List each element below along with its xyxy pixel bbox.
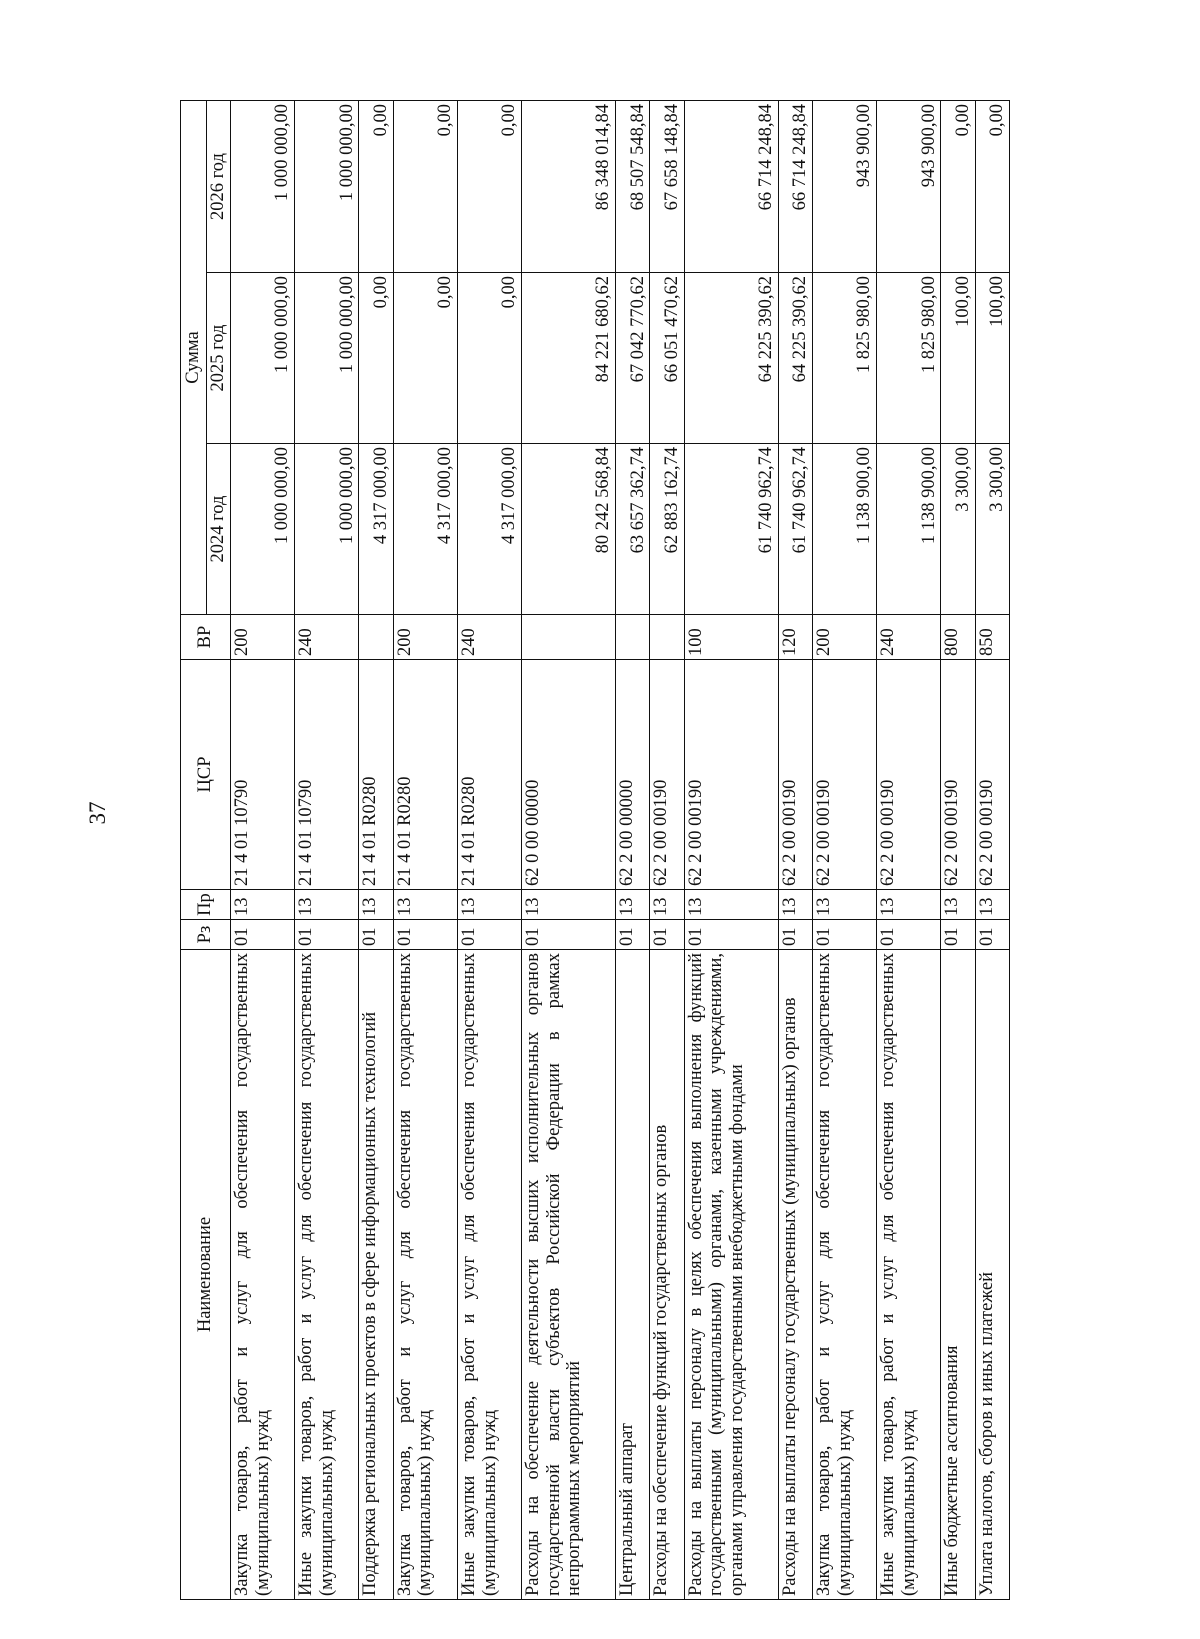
row-vr: 100 <box>684 615 778 660</box>
row-sum-2026: 66 714 248,84 <box>778 101 812 273</box>
row-rz: 01 <box>941 920 975 950</box>
row-sum-2024: 4 317 000,00 <box>359 444 393 615</box>
row-name: Закупка товаров, работ и услуг для обеспечения государственных (муниципальных) нужд <box>231 950 295 1600</box>
table-row <box>295 101 359 1600</box>
table-row <box>616 101 650 1600</box>
row-pr: 13 <box>231 890 295 920</box>
row-sum-2025: 84 221 680,62 <box>522 273 616 444</box>
header-pr: Пр <box>181 890 231 920</box>
row-vr: 240 <box>877 615 941 660</box>
header-year-2024: 2024 год <box>207 444 231 615</box>
row-rz: 01 <box>616 920 650 950</box>
table-row <box>941 101 975 1600</box>
table-row <box>359 101 393 1600</box>
row-vr: 200 <box>393 615 457 660</box>
row-sum-2026: 86 348 014,84 <box>522 101 616 273</box>
row-name: Поддержка региональных проектов в сфере информационных технологий <box>359 950 393 1600</box>
row-sum-2026: 67 658 148,84 <box>650 101 684 273</box>
row-pr: 13 <box>457 890 521 920</box>
row-name: Закупка товаров, работ и услуг для обеспечения государственных (муниципальных) нужд <box>812 950 876 1600</box>
row-rz: 01 <box>975 920 1009 950</box>
row-vr <box>522 615 616 660</box>
row-sum-2026: 66 714 248,84 <box>684 101 778 273</box>
row-pr: 13 <box>359 890 393 920</box>
row-sum-2024: 80 242 568,84 <box>522 444 616 615</box>
row-rz: 01 <box>522 920 616 950</box>
row-name: Закупка товаров, работ и услуг для обеспечения государственных (муниципальных) нужд <box>393 950 457 1600</box>
row-csr: 21 4 01 R0280 <box>457 660 521 890</box>
row-name: Иные закупки товаров, работ и услуг для обеспечения государственных (муниципальных) нужд <box>877 950 941 1600</box>
table-body <box>231 101 1010 1600</box>
row-sum-2026: 1 000 000,00 <box>231 101 295 273</box>
row-rz: 01 <box>231 920 295 950</box>
row-csr: 62 2 00 00190 <box>941 660 975 890</box>
row-csr: 62 2 00 00190 <box>684 660 778 890</box>
header-year-2026: 2026 год <box>207 101 231 273</box>
row-csr: 62 2 00 00000 <box>616 660 650 890</box>
row-vr <box>359 615 393 660</box>
row-sum-2025: 67 042 770,62 <box>616 273 650 444</box>
row-sum-2024: 4 317 000,00 <box>393 444 457 615</box>
row-sum-2025: 1 000 000,00 <box>295 273 359 444</box>
row-pr: 13 <box>812 890 876 920</box>
row-sum-2024: 4 317 000,00 <box>457 444 521 615</box>
row-csr: 62 2 00 00190 <box>778 660 812 890</box>
row-sum-2026: 0,00 <box>941 101 975 273</box>
row-sum-2026: 68 507 548,84 <box>616 101 650 273</box>
row-sum-2024: 1 138 900,00 <box>812 444 876 615</box>
row-sum-2025: 1 825 980,00 <box>877 273 941 444</box>
row-rz: 01 <box>359 920 393 950</box>
table-row <box>393 101 457 1600</box>
table-row <box>975 101 1009 1600</box>
row-pr: 13 <box>295 890 359 920</box>
row-pr: 13 <box>975 890 1009 920</box>
page-number: 37 <box>85 801 110 825</box>
table-row <box>231 101 295 1600</box>
row-csr: 62 2 00 00190 <box>812 660 876 890</box>
row-rz: 01 <box>457 920 521 950</box>
row-rz: 01 <box>393 920 457 950</box>
table-row <box>684 101 778 1600</box>
row-pr: 13 <box>941 890 975 920</box>
header-year-2025: 2025 год <box>207 273 231 444</box>
row-csr: 62 2 00 00190 <box>650 660 684 890</box>
row-name: Расходы на выплаты персоналу в целях обеспечения выполнения функций государственными (муниципальными) органами, казенными учреждениями, органами управления государственными внебюджетными фондами <box>684 950 778 1600</box>
row-sum-2025: 100,00 <box>941 273 975 444</box>
row-sum-2025: 1 000 000,00 <box>231 273 295 444</box>
header-name: Наименование <box>181 950 231 1600</box>
rotated-table-container <box>180 100 1010 1600</box>
table-header <box>181 101 231 1600</box>
row-name: Расходы на выплаты персоналу государственных (муниципальных) органов <box>778 950 812 1600</box>
table-row <box>778 101 812 1600</box>
row-vr <box>616 615 650 660</box>
row-sum-2025: 0,00 <box>457 273 521 444</box>
row-name: Иные закупки товаров, работ и услуг для обеспечения государственных (муниципальных) нужд <box>457 950 521 1600</box>
row-rz: 01 <box>812 920 876 950</box>
row-vr: 120 <box>778 615 812 660</box>
row-pr: 13 <box>393 890 457 920</box>
row-rz: 01 <box>295 920 359 950</box>
row-name: Уплата налогов, сборов и иных платежей <box>975 950 1009 1600</box>
row-rz: 01 <box>650 920 684 950</box>
row-sum-2024: 62 883 162,74 <box>650 444 684 615</box>
row-name: Расходы на обеспечение функций государственных органов <box>650 950 684 1600</box>
row-sum-2026: 0,00 <box>975 101 1009 273</box>
table-row <box>650 101 684 1600</box>
header-csr: ЦСР <box>181 660 231 890</box>
row-vr: 240 <box>295 615 359 660</box>
row-pr: 13 <box>650 890 684 920</box>
row-sum-2025: 64 225 390,62 <box>684 273 778 444</box>
row-sum-2025: 0,00 <box>393 273 457 444</box>
row-csr: 21 4 01 10790 <box>231 660 295 890</box>
row-sum-2024: 3 300,00 <box>941 444 975 615</box>
row-name: Центральный аппарат <box>616 950 650 1600</box>
row-pr: 13 <box>616 890 650 920</box>
table-row <box>812 101 876 1600</box>
table-row <box>877 101 941 1600</box>
row-sum-2024: 1 000 000,00 <box>295 444 359 615</box>
row-pr: 13 <box>877 890 941 920</box>
row-sum-2025: 64 225 390,62 <box>778 273 812 444</box>
row-name: Расходы на обеспечение деятельности высших исполнительных органов государственной власти субъектов Российской Федерации в рамках непрограммных мероприятий <box>522 950 616 1600</box>
row-csr: 21 4 01 10790 <box>295 660 359 890</box>
row-vr: 200 <box>231 615 295 660</box>
row-sum-2025: 0,00 <box>359 273 393 444</box>
row-sum-2026: 0,00 <box>457 101 521 273</box>
row-vr: 200 <box>812 615 876 660</box>
row-sum-2024: 61 740 962,74 <box>778 444 812 615</box>
table-row <box>522 101 616 1600</box>
row-rz: 01 <box>877 920 941 950</box>
row-sum-2026: 943 900,00 <box>877 101 941 273</box>
budget-table <box>180 100 1010 1600</box>
row-vr: 850 <box>975 615 1009 660</box>
row-vr: 800 <box>941 615 975 660</box>
row-sum-2024: 61 740 962,74 <box>684 444 778 615</box>
row-sum-2026: 943 900,00 <box>812 101 876 273</box>
row-csr: 62 2 00 00190 <box>877 660 941 890</box>
row-vr: 240 <box>457 615 521 660</box>
row-sum-2025: 1 825 980,00 <box>812 273 876 444</box>
row-name: Иные бюджетные ассигнования <box>941 950 975 1600</box>
row-name: Иные закупки товаров, работ и услуг для обеспечения государственных (муниципальных) нужд <box>295 950 359 1600</box>
row-pr: 13 <box>522 890 616 920</box>
row-sum-2026: 1 000 000,00 <box>295 101 359 273</box>
row-vr <box>650 615 684 660</box>
row-sum-2026: 0,00 <box>359 101 393 273</box>
row-sum-2025: 100,00 <box>975 273 1009 444</box>
row-sum-2024: 1 138 900,00 <box>877 444 941 615</box>
row-csr: 21 4 01 R0280 <box>359 660 393 890</box>
row-rz: 01 <box>778 920 812 950</box>
header-vr: ВР <box>181 615 231 660</box>
table-row <box>457 101 521 1600</box>
row-rz: 01 <box>684 920 778 950</box>
row-sum-2024: 1 000 000,00 <box>231 444 295 615</box>
row-pr: 13 <box>778 890 812 920</box>
row-sum-2025: 66 051 470,62 <box>650 273 684 444</box>
row-sum-2024: 63 657 362,74 <box>616 444 650 615</box>
row-sum-2026: 0,00 <box>393 101 457 273</box>
header-sum: Сумма <box>181 101 207 615</box>
row-csr: 21 4 01 R0280 <box>393 660 457 890</box>
row-csr: 62 0 00 00000 <box>522 660 616 890</box>
row-csr: 62 2 00 00190 <box>975 660 1009 890</box>
header-rz: Рз <box>181 920 231 950</box>
row-pr: 13 <box>684 890 778 920</box>
row-sum-2024: 3 300,00 <box>975 444 1009 615</box>
